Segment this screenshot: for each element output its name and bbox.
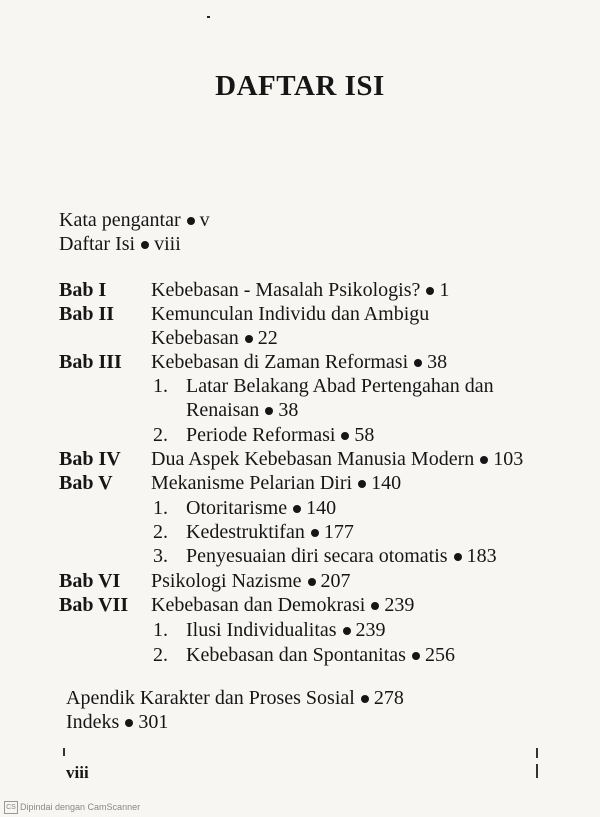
toc-entry — [153, 544, 168, 568]
entry-title: Kemunculan Individu dan Ambigu — [151, 303, 430, 325]
entry-page-number: 38 — [278, 399, 299, 421]
toc-entry — [59, 208, 210, 232]
toc-entry — [66, 686, 404, 710]
entry-title: Apendik Karakter dan Proses Sosial — [66, 687, 355, 709]
entry-title: Kebebasan di Zaman Reformasi — [151, 351, 409, 373]
toc-entry — [151, 471, 401, 495]
chapter-label: Bab IV — [59, 448, 121, 470]
toc-entry — [59, 471, 113, 495]
entry-page-number: 58 — [354, 424, 375, 446]
chapter-label: Bab III — [59, 351, 122, 373]
toc-entry — [151, 326, 278, 350]
item-number: 2. — [153, 521, 168, 543]
entry-page-number: 1 — [439, 279, 450, 301]
entry-title: Kedestruktifan — [186, 521, 305, 543]
item-number: 3. — [153, 545, 168, 567]
toc-entry — [186, 423, 374, 447]
entry-title: Mekanisme Pelarian Diri — [151, 472, 353, 494]
chapter-label: Bab VII — [59, 594, 129, 616]
entry-page-number: viii — [154, 233, 181, 255]
entry-page-number: 278 — [373, 687, 404, 709]
bullet-dot-icon — [414, 359, 422, 367]
entry-title: Kebebasan - Masalah Psikologis? — [151, 279, 421, 301]
bullet-dot-icon — [341, 432, 349, 440]
bullet-dot-icon — [125, 719, 133, 727]
entry-page-number: v — [199, 209, 210, 231]
toc-entry — [59, 350, 122, 374]
entry-page-number: 140 — [306, 497, 337, 519]
toc-entry — [153, 618, 168, 642]
item-number: 1. — [153, 619, 168, 641]
toc-entry — [153, 423, 168, 447]
item-number: 2. — [153, 424, 168, 446]
toc-entry — [186, 618, 386, 642]
scan-mark — [536, 748, 538, 758]
toc-entry — [186, 374, 494, 398]
toc-entry — [151, 278, 449, 302]
toc-entry — [59, 447, 121, 471]
bullet-dot-icon — [343, 627, 351, 635]
toc-entry — [151, 447, 523, 471]
entry-title: Kebebasan dan Demokrasi — [151, 594, 366, 616]
item-number: 2. — [153, 644, 168, 666]
entry-page-number: 38 — [427, 351, 448, 373]
entry-page-number: 239 — [384, 594, 415, 616]
toc-entry — [153, 643, 168, 667]
entry-page-number: 22 — [257, 327, 278, 349]
watermark-text: Dipindai dengan CamScanner — [20, 802, 141, 812]
camscanner-logo: CS — [4, 801, 18, 814]
entry-page-number: 103 — [493, 448, 524, 470]
toc-entry — [151, 350, 447, 374]
entry-page-number: 239 — [355, 619, 386, 641]
bullet-dot-icon — [358, 480, 366, 488]
entry-page-number: 177 — [323, 521, 354, 543]
entry-title: Ilusi Individualitas — [186, 619, 337, 641]
bullet-dot-icon — [361, 695, 369, 703]
entry-page-number: 183 — [466, 545, 497, 567]
entry-title: Indeks — [66, 711, 120, 733]
entry-title: Daftar Isi — [59, 233, 136, 255]
toc-entry — [66, 710, 168, 734]
toc-entry — [153, 520, 168, 544]
toc-entry — [186, 520, 354, 544]
entry-page-number: 301 — [138, 711, 169, 733]
chapter-label: Bab I — [59, 279, 107, 301]
item-number: 1. — [153, 497, 168, 519]
toc-entry — [59, 302, 114, 326]
bullet-dot-icon — [187, 217, 195, 225]
entry-title: Latar Belakang Abad Pertengahan dan — [186, 375, 494, 397]
toc-entry — [153, 496, 168, 520]
bullet-dot-icon — [265, 407, 273, 415]
entry-title: Periode Reformasi — [186, 424, 336, 446]
item-number: 1. — [153, 375, 168, 397]
entry-title: Kebebasan dan Spontanitas — [186, 644, 406, 666]
bullet-dot-icon — [412, 652, 420, 660]
toc-entry — [59, 569, 120, 593]
entry-title: Kebebasan — [151, 327, 239, 349]
bullet-dot-icon — [245, 335, 253, 343]
page-number: viii — [66, 763, 89, 782]
bullet-dot-icon — [311, 529, 319, 537]
scan-mark — [536, 764, 538, 778]
bullet-dot-icon — [426, 287, 434, 295]
toc-entry — [59, 593, 128, 617]
toc-entry — [186, 544, 497, 568]
entry-title: Otoritarisme — [186, 497, 288, 519]
scan-mark — [63, 748, 65, 756]
toc-entry — [151, 302, 429, 326]
entry-title: Psikologi Nazisme — [151, 570, 302, 592]
scan-speck — [207, 16, 210, 18]
bullet-dot-icon — [480, 456, 488, 464]
entry-page-number: 256 — [424, 644, 455, 666]
bullet-dot-icon — [371, 602, 379, 610]
bullet-dot-icon — [454, 553, 462, 561]
chapter-label: Bab VI — [59, 570, 121, 592]
toc-entry — [153, 374, 168, 398]
scanner-watermark — [0, 799, 600, 817]
toc-entry — [151, 569, 351, 593]
toc-entry — [151, 593, 414, 617]
toc-entry — [59, 232, 181, 256]
chapter-label: Bab II — [59, 303, 115, 325]
bullet-dot-icon — [293, 505, 301, 513]
entry-title: Renaisan — [186, 399, 260, 421]
entry-title: Penyesuaian diri secara otomatis — [186, 545, 448, 567]
entry-title: Dua Aspek Kebebasan Manusia Modern — [151, 448, 475, 470]
entry-title: Kata pengantar — [59, 209, 181, 231]
entry-page-number: 207 — [320, 570, 351, 592]
toc-entry — [186, 398, 298, 422]
toc-entry — [186, 643, 455, 667]
page-title: DAFTAR ISI — [215, 70, 385, 102]
chapter-label: Bab V — [59, 472, 113, 494]
bullet-dot-icon — [141, 241, 149, 249]
bullet-dot-icon — [308, 578, 316, 586]
toc-entry — [59, 278, 106, 302]
entry-page-number: 140 — [371, 472, 402, 494]
toc-entry — [186, 496, 336, 520]
